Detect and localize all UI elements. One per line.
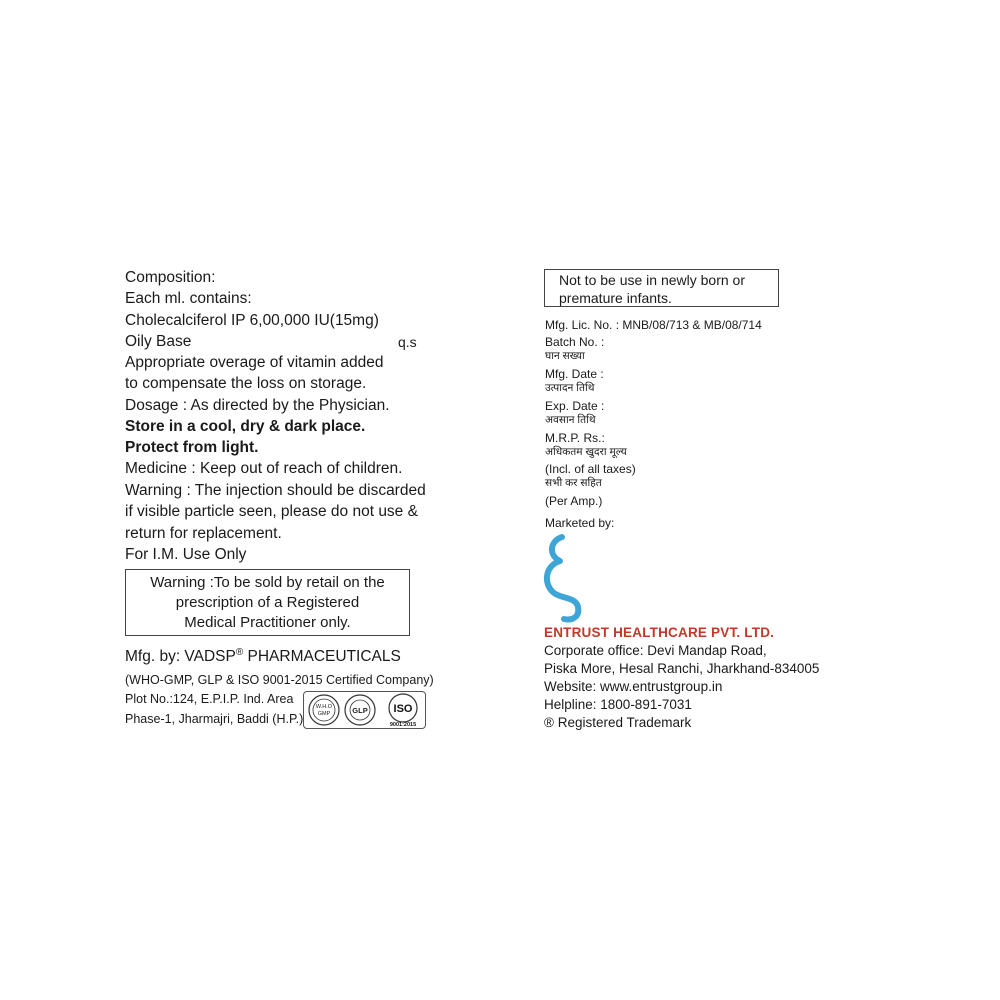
per-amp-label: (Per Amp.) <box>545 494 603 508</box>
dosage-text: Dosage : As directed by the Physician. <box>125 397 390 414</box>
storage-text: Store in a cool, dry & dark place. <box>125 418 366 435</box>
base-text: Oily Base <box>125 333 192 350</box>
infant-warning-line-1: Not to be use in newly born or <box>559 272 745 288</box>
mrp-label-hindi: अधिकतम खुदरा मूल्य <box>545 446 627 458</box>
manufacturer-prefix: Mfg. by: VADSP <box>125 648 236 665</box>
svg-text:GMP: GMP <box>317 711 331 717</box>
overage-line-2: to compensate the loss on storage. <box>125 375 367 392</box>
infant-warning-line-2: premature infants. <box>559 290 672 306</box>
iso-badge-icon <box>389 694 417 728</box>
rx-warning-line-2: prescription of a Registered <box>175 594 360 611</box>
manufacturer-title <box>125 648 401 666</box>
who-gmp-badge-icon <box>309 695 339 725</box>
certified-text: (WHO-GMP, GLP & ISO 9001-2015 Certified Company) <box>125 673 434 687</box>
website-text: Website: www.entrustgroup.in <box>544 679 723 694</box>
address-line-2: Phase-1, Jharmajri, Baddi (H.P.) <box>125 712 304 726</box>
exp-date-label: Exp. Date : <box>545 399 605 413</box>
batch-label: Batch No. : <box>545 335 605 349</box>
entrust-logo-icon <box>540 533 590 625</box>
company-name: ENTRUST HEALTHCARE PVT. LTD. <box>544 625 775 640</box>
exp-date-label-hindi: अवसान तिथि <box>545 414 596 426</box>
rx-warning-line-3: Medical Practitioner only. <box>184 614 351 631</box>
glp-badge-icon <box>345 695 375 725</box>
batch-label-hindi: घान सख्या <box>545 350 585 362</box>
taxes-label-hindi: सभी कर सहित <box>545 477 602 489</box>
trademark-text: ® Registered Trademark <box>544 715 692 730</box>
certification-badges <box>303 691 426 729</box>
each-ml-text: Each ml. contains: <box>125 290 252 307</box>
mfg-date-label-hindi: उत्पादन तिथि <box>545 382 595 394</box>
warning-line-2: if visible particle seen, please do not use & <box>125 503 418 520</box>
manufacturer-suffix: PHARMACEUTICALS <box>243 648 401 665</box>
helpline-text: Helpline: 1800-891-7031 <box>544 697 692 712</box>
warning-line-3: return for replacement. <box>125 525 282 542</box>
composition-heading: Composition: <box>125 269 216 286</box>
rx-warning-box <box>125 569 410 636</box>
svg-text:9001:2015: 9001:2015 <box>389 722 417 728</box>
mrp-label: M.R.P. Rs.: <box>545 431 605 445</box>
corporate-office: Corporate office: Devi Mandap Road, <box>544 643 767 658</box>
infant-warning-box <box>544 269 779 307</box>
svg-text:ISO: ISO <box>393 703 413 715</box>
mfg-license: Mfg. Lic. No. : MNB/08/713 & MB/08/714 <box>545 318 762 332</box>
base-qty: q.s <box>398 334 417 350</box>
marketed-by-label: Marketed by: <box>545 516 615 530</box>
ingredient-text: Cholecalciferol IP 6,00,000 IU(15mg) <box>125 312 379 329</box>
mfg-date-label: Mfg. Date : <box>545 367 604 381</box>
svg-text:W.H.O: W.H.O <box>315 704 333 710</box>
route-text: For I.M. Use Only <box>125 546 247 563</box>
registered-mark: ® <box>235 647 244 658</box>
light-text: Protect from light. <box>125 439 259 456</box>
taxes-label: (Incl. of all taxes) <box>545 462 636 476</box>
medicine-text: Medicine : Keep out of reach of children. <box>125 460 403 477</box>
svg-text:GLP: GLP <box>352 706 368 715</box>
overage-line-1: Appropriate overage of vitamin added <box>125 354 384 371</box>
warning-line-1: Warning : The injection should be discarded <box>125 482 426 499</box>
rx-warning-line-1: Warning :To be sold by retail on the <box>150 574 385 591</box>
corporate-address: Piska More, Hesal Ranchi, Jharkhand-834005 <box>544 661 820 676</box>
address-line-1: Plot No.:124, E.P.I.P. Ind. Area <box>125 692 294 706</box>
